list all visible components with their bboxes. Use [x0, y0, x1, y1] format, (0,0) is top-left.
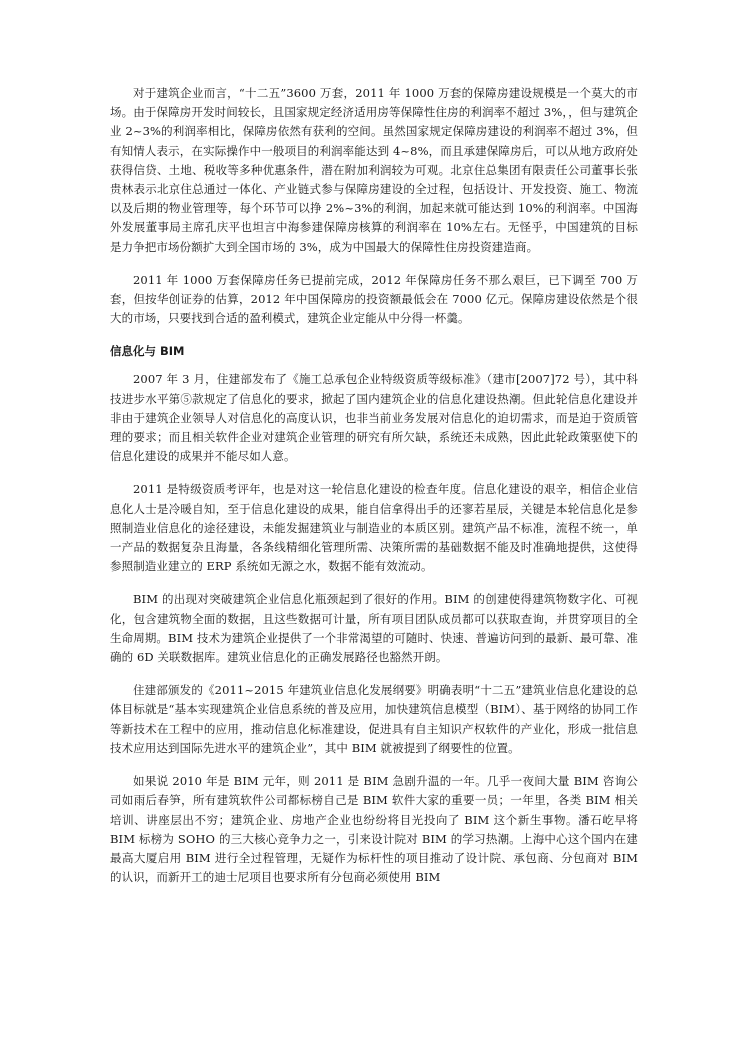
body-paragraph: 2007 年 3 月，住建部发布了《施工总承包企业特级资质等级标准》（建市[2007]72 号），其中科技进步水平第⑤款规定了信息化的要求，掀起了国内建筑企业的信息化建设热潮。但此轮信息化建设并非由于建筑企业领导人对信息化的高度认识，也非当前业务发展对信息化的迫切需求，而是迫于资质管理的要求；而且相关软件企业对建筑企业管理的研究有所欠缺，系统还未成熟，因此此轮政策驱使下的信息化建设的成果并不能尽如人意。 — [110, 372, 638, 464]
body-paragraph: 如果说 2010 年是 BIM 元年，则 2011 是 BIM 急剧升温的一年。几乎一夜间大量 BIM 咨询公司如雨后春笋，所有建筑软件公司都标榜自己是 BIM 软件大家的重要一员；一年里，各类 BIM 相关培训、讲座层出不穷；建筑企业、房地产企业也纷纷将目光投向了 BIM 这个新生事物。潘石屹早将 BIM 标榜为 SOHO 的三大核心竞争力之一，引来设计院对 BIM 的学习热潮。上海中心这个国内在建最高大厦启用 BIM 进行全过程管理，无疑作为标杆性的项目推动了设计院、承包商、分包商对 BIM 的认识，而新开工的迪士尼项目也要求所有分包商必须使用 BIM — [110, 774, 638, 885]
body-paragraph: 2011 是特级资质考评年，也是对这一轮信息化建设的检查年度。信息化建设的艰辛，相信企业信息化人士是冷暖自知，至于信息化建设的成果，能自信拿得出手的还寥若星辰，关键是本轮信息化是参照制造业信息化的途径建设，未能发掘建筑业与制造业的本质区别。建筑产品不标准，流程不统一，单一产品的数据复杂且海量，各条线精细化管理所需、决策所需的基础数据不能及时准确地提供，这使得参照制造业建立的 ERP 系统如无源之水，数据不能有效流动。 — [110, 482, 638, 574]
body-paragraph: 2011 年 1000 万套保障房任务已提前完成，2012 年保障房任务不那么艰巨，已下调至 700 万套，但按华创证券的估算，2012 年中国保障房的投资额最低会在 7000 亿元。保障房建设依然是个很大的市场，只要找到合适的盈利模式，建筑企业定能从中分得一杯羹。 — [110, 272, 638, 326]
body-paragraph: BIM 的出现对突破建筑企业信息化瓶颈起到了很好的作用。BIM 的创建使得建筑物数字化、可视化，包含建筑物全面的数据，且这些数据可计量，所有项目团队成员都可以获取查询，并贯穿项目的全生命周期。BIM 技术为建筑企业提供了一个非常渴望的可随时、快速、普遍访问到的最新、最可靠、准确的 6D 关联数据库。建筑业信息化的正确发展路径也豁然开朗。 — [110, 592, 638, 665]
body-paragraph: 住建部颁发的《2011~2015 年建筑业信息化发展纲要》明确表明“十二五”建筑业信息化建设的总体目标就是“基本实现建筑企业信息系统的普及应用，加快建筑信息模型（BIM）、基于网络的协同工作等新技术在工程中的应用，推动信息化标准建设，促进具有自主知识产权软件的产业化，形成一批信息技术应用达到国际先进水平的建筑企业”，其中 BIM 就被提到了纲要性的位置。 — [110, 683, 638, 755]
body-paragraph: 对于建筑企业而言，“十二五”3600 万套，2011 年 1000 万套的保障房建设规模是一个莫大的市场。由于保障房开发时间较长，且国家规定经济适用房等保障性住房的利润率不超过 3%，，但与建筑企业 2~3%的利润率相比，保障房依然有获利的空间。虽然国家规定保障房建设的利润率不超过 3%，但有知情人表示，在实际操作中一般项目的利润率能达到 4~8%，而且承建保障房后，可以从地方政府处获得信贷、土地、税收等多种优惠条件，潜在附加利润较为可观。北京住总集团有限责任公司董事长张贵林表示北京住总通过一体化、产业链式参与保障房建设的全过程，包括设计、开发投资、施工、物流以及后期的物业管理等，每个环节可以挣 2%~3%的利润，加起来就可能达到 10%的利润率。中国海外发展董事局主席孔庆平也坦言中海参建保障房核算的利润率在 10%左右。无怪乎，中国建筑的目标是力争把市场份额扩大到全国市场的 3%，成为中国最大的保障性住房投资建造商。 — [110, 86, 638, 254]
section-heading: 信息化与 BIM — [110, 344, 185, 359]
document-page — [110, 84, 638, 901]
